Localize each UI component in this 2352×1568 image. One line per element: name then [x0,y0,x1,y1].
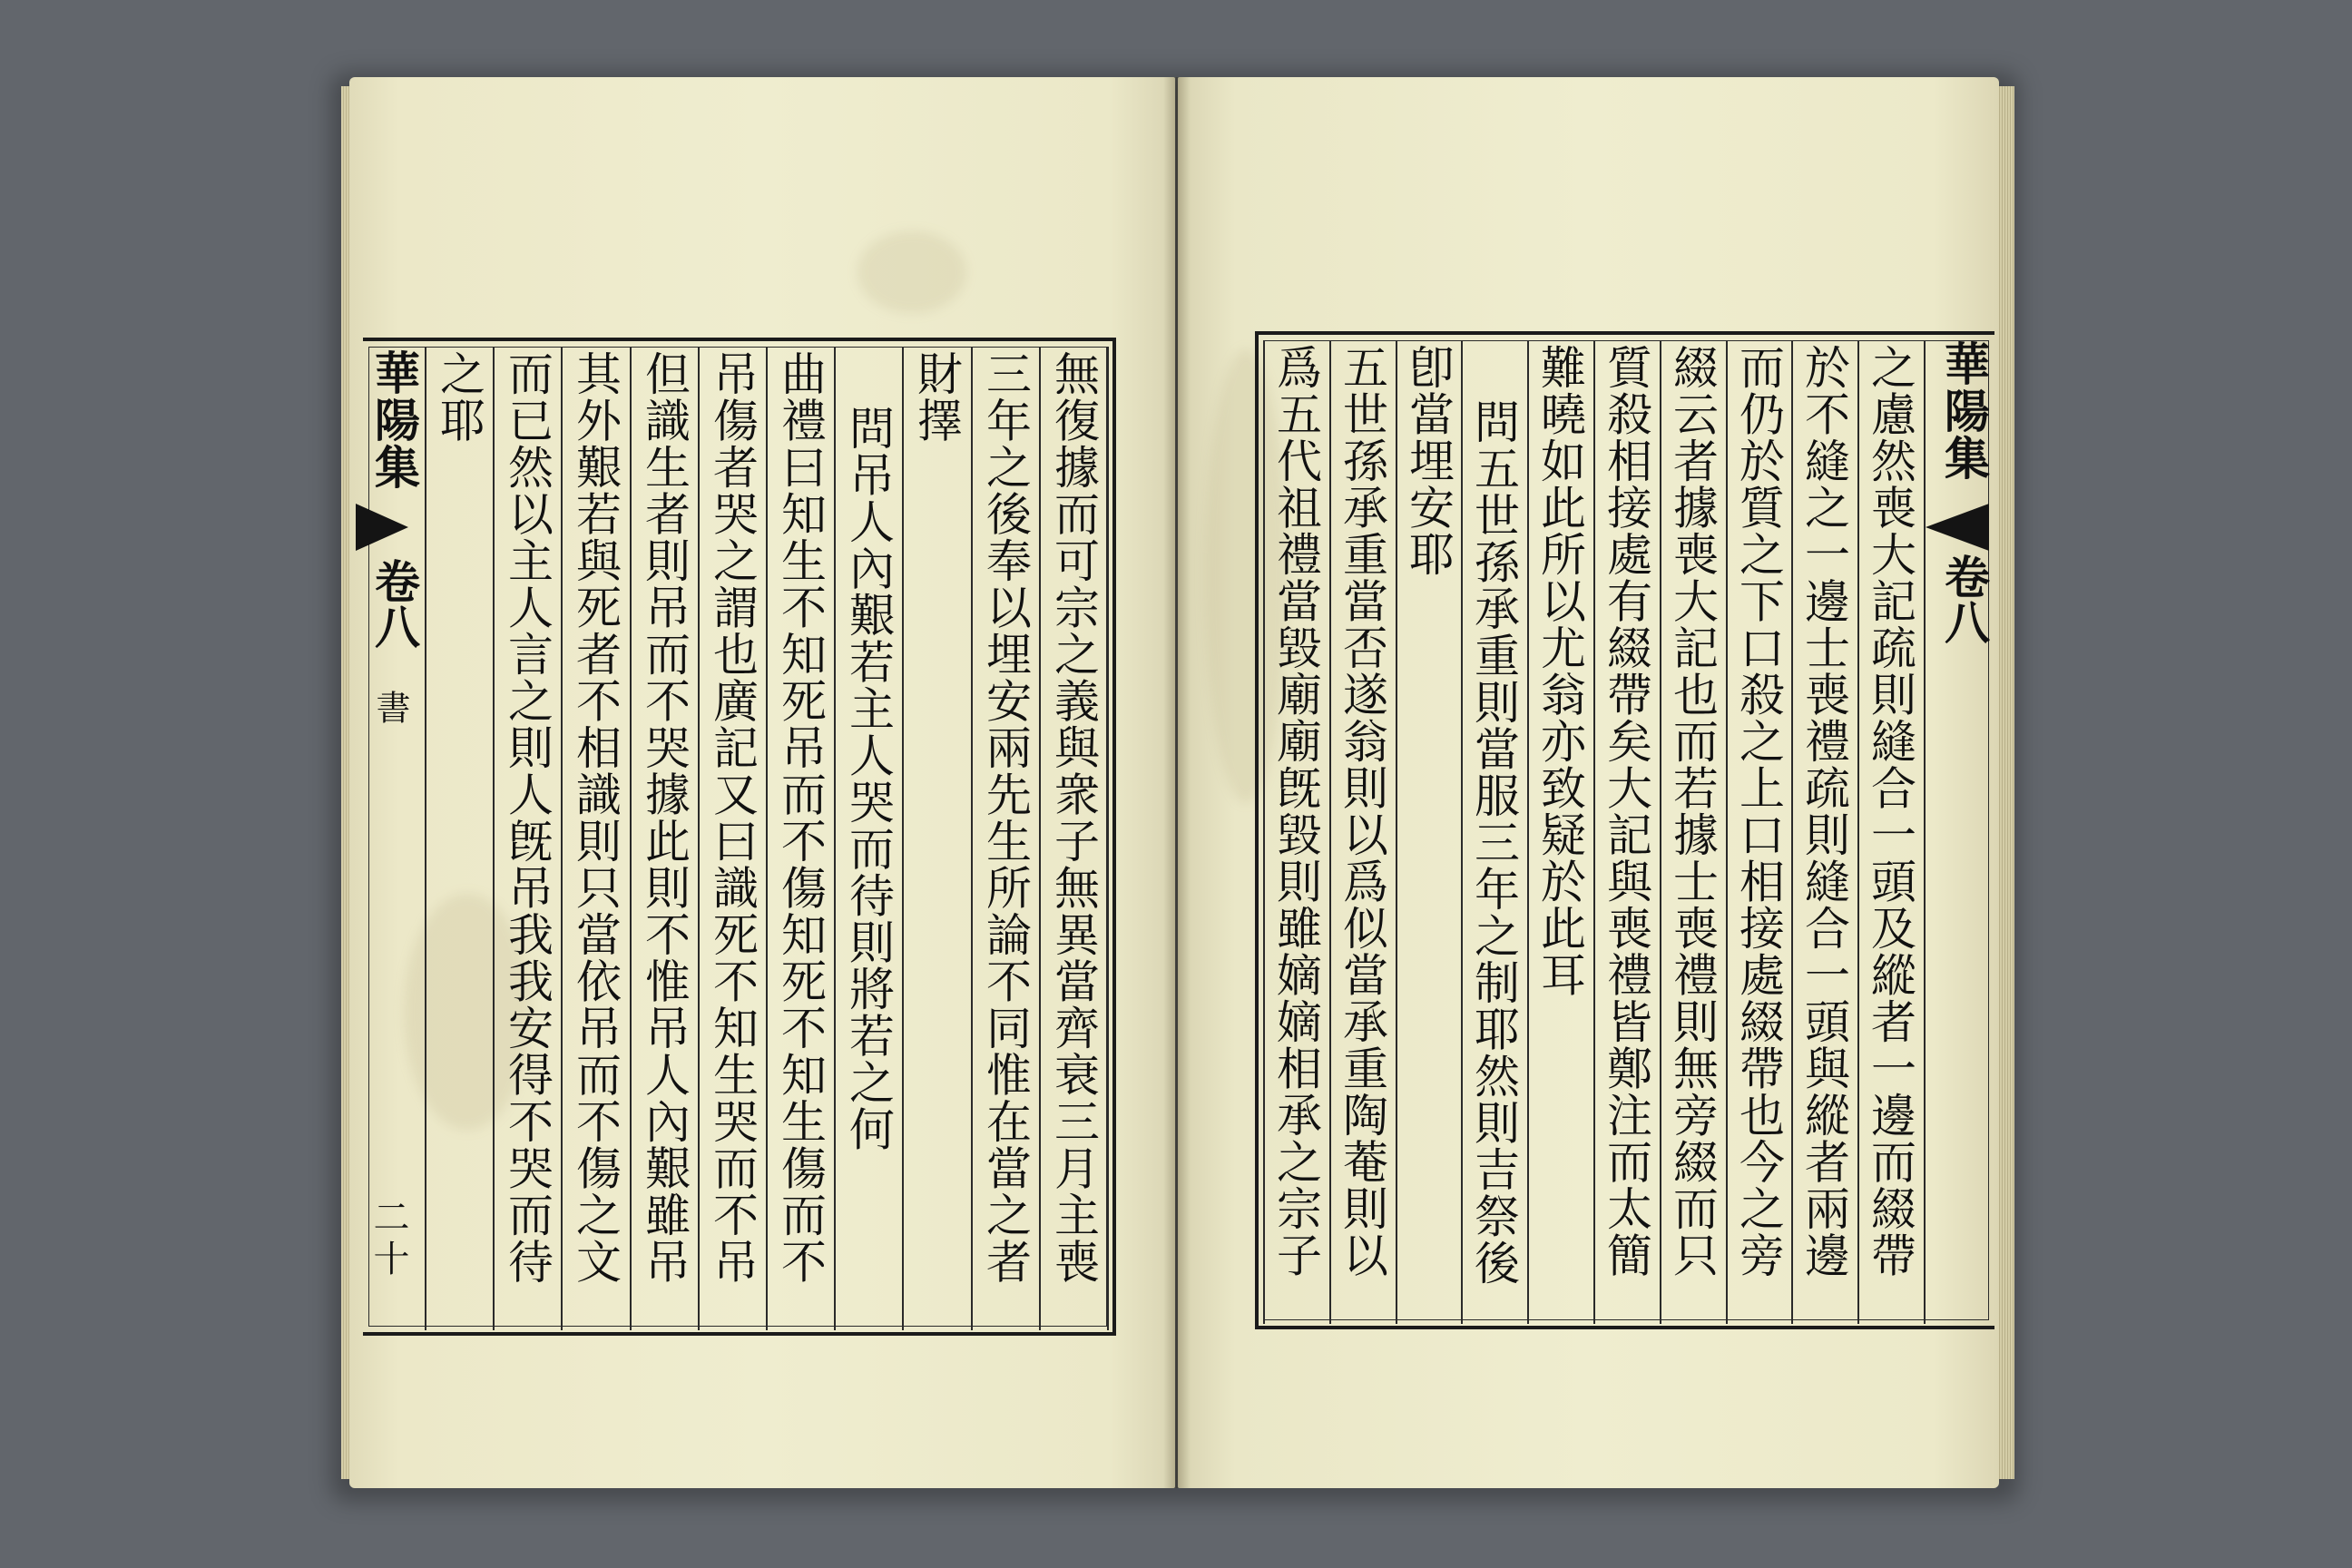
column-rule [1263,340,1265,1324]
column-rule [630,347,632,1330]
column-rule [1593,340,1595,1324]
left-text-column-7: 但識生者則吊而不哭據此則不惟吊人內艱雖吊 [638,350,691,1285]
right-text-column-1: 之慮然喪大記疏則縫合一頭及縱者一邊而綴帶 [1864,344,1916,1279]
column-rule [1461,340,1463,1324]
left-text-column-9: 而已然以主人言之則人旣吊我我安得不哭而待 [501,350,554,1285]
column-rule [1527,340,1529,1324]
column-rule [1726,340,1728,1324]
column-rule [1396,340,1397,1324]
column-rule [698,347,700,1330]
left-banxin-juan: 卷八 [368,558,421,649]
right-fishtail-mark [1926,504,1989,551]
right-text-column-5: 質殺相接處有綴帶矣大記與喪禮皆鄭注而太簡 [1600,344,1652,1279]
column-rule [1039,347,1041,1330]
column-rule [493,347,495,1330]
left-text-column-2: 三年之後奉以埋安兩先生所論不同惟在當之者 [979,350,1032,1285]
column-rule [1107,347,1109,1330]
column-rule [834,347,836,1330]
right-text-column-10: 爲五代祖禮當毀廟廟旣毀則雖嫡嫡相承之宗子 [1269,344,1322,1279]
right-text-column-4: 綴云者據喪大記也而若據士喪禮則無旁綴而只 [1666,344,1719,1279]
right-banxin-title: 華陽集 [1937,340,1991,482]
left-text-column-8: 其外艱若與死者不相識則只當依吊而不傷之文 [569,350,622,1285]
column-rule [1329,340,1331,1324]
right-text-column-7: 問五世孫承重則當服三年之制耶然則吉祭後 [1467,398,1520,1287]
left-text-column-5: 曲禮曰知生不知死吊而不傷知死不知生傷而不 [774,350,827,1285]
column-rule [561,347,563,1330]
left-banxin-title: 華陽集 [368,349,421,491]
left-page-number: 二十 [368,1198,409,1281]
column-rule [766,347,768,1330]
left-text-column-4: 問吊人內艱若主人哭而待則將若之何 [842,405,895,1152]
column-rule [1660,340,1661,1324]
right-text-column-9: 五世孫承重當否遂翁則以爲似當承重陶菴則以 [1336,344,1388,1279]
left-text-column-6: 吊傷者哭之謂也廣記又曰識死不知生哭而不吊 [706,350,759,1285]
column-rule [1857,340,1859,1324]
column-rule [902,347,904,1330]
column-rule [971,347,973,1330]
left-fishtail-mark [356,504,408,551]
right-text-column-6: 難曉如此所以尤翁亦致疑於此耳 [1534,344,1586,998]
book-gutter [1163,77,1191,1488]
left-text-column-10: 之耶 [433,350,485,444]
right-text-column-8: 卽當埋安耶 [1402,344,1455,578]
left-text-column-3: 財擇 [910,350,963,444]
left-text-column-1: 無復據而可宗之義與衆子無異當齊衰三月主喪 [1047,350,1100,1285]
right-banxin-juan: 卷八 [1937,554,1991,644]
column-rule [1791,340,1793,1324]
column-rule [425,347,426,1330]
right-text-column-2: 於不縫之一邊士喪禮疏則縫合一頭與縱者兩邊 [1798,344,1850,1279]
left-banxin-section: 書 [370,690,410,724]
right-text-column-3: 而仍於質之下口殺之上口相接處綴帶也今之旁 [1732,344,1785,1279]
paper-stain [858,231,966,313]
column-rule [1924,340,1926,1324]
